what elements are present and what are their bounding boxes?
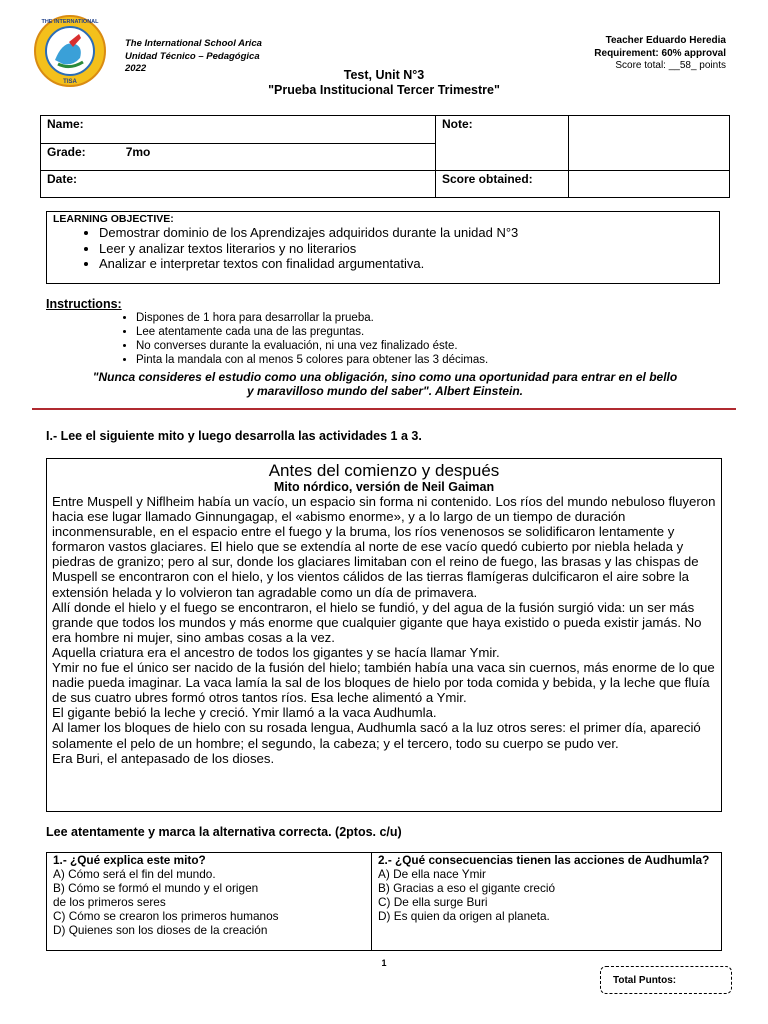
grade-value: 7mo — [125, 145, 151, 159]
grade-label: Grade: — [47, 145, 86, 159]
test-title — [0, 68, 768, 97]
instruction-item: • Pinta la mandala con al menos 5 colores para obtener las 3 décimas. — [136, 353, 488, 367]
question-1-cell — [47, 853, 372, 951]
note-field[interactable] — [436, 116, 569, 171]
objective-item: • Leer y analizar textos literarios y no literarios — [99, 241, 719, 257]
title-line-2: "Prueba Institucional Tercer Trimestre" — [268, 82, 500, 97]
story-paragraph: Al lamer los bloques de hielo con su rosada lengua, Audhumla sacó a la luz otros seres: el primer día, apareció solamente el pelo de un hombre; el segundo, la cabeza; y el tercero, todo su cuerpo se pudo ver. — [52, 720, 701, 751]
requirement: Requirement: 60% approval — [594, 47, 726, 59]
question-2-cell — [372, 853, 722, 951]
instructions-list — [46, 311, 488, 367]
teacher-name: Teacher Eduardo Heredia — [605, 35, 726, 46]
quote-line-1: "Nunca consideres el estudio como una obligación, sino como una oportunidad para entrar en el bello — [92, 370, 678, 384]
story-title: Antes del comienzo y después — [268, 461, 500, 480]
story-paragraph: Ymir no fue el único ser nacido de la fusión del hielo; también había una vaca sin cuernos, más enorme de lo que nadie pueda imaginar. La vaca lamía la sal de los bloques de hielo por toda comida y bebida, y la leche que fluía de sus cuatro ubres formó otros tantos ríos. Esa leche alimentó a Ymir. — [52, 660, 715, 706]
instructions-heading: Instructions: — [46, 297, 122, 311]
note-value[interactable] — [569, 116, 730, 171]
school-unit: Unidad Técnico – Pedagógica — [125, 50, 260, 62]
title-line-1: Test, Unit N°3 — [343, 68, 425, 82]
grade-field — [41, 144, 436, 171]
note-label: Note: — [442, 117, 473, 131]
option-1a[interactable]: A) Cómo será el fin del mundo. — [53, 867, 216, 881]
student-info-table — [40, 115, 730, 198]
story-paragraph: Allí donde el hielo y el fuego se encontraron, el hielo se fundió, y del agua de la fusión surgió vida: un ser más grande que todos los mundos y más enorme que cualquier gigante que haya existido o pueda existir jamás. No era hombre ni mujer, sino ambas cosas a la vez. — [52, 599, 702, 645]
option-1d[interactable]: D) Quienes son los dioses de la creación — [53, 923, 268, 937]
option-2b[interactable]: B) Gracias a eso el gigante creció — [378, 881, 556, 895]
story-box — [46, 458, 722, 812]
story-paragraph: Entre Muspell y Niflheim había un vacío, un espacio sin forma ni contenido. Los ríos del mundo nebuloso fluyeron hacia ese lugar llamado Ginnungagap, el «abismo enorme», y a lo largo de un tiempo de duración inconmensurable, en el espacio entre el fuego y la bruma, los ríos venenosos se solidificaron lentamente y formaron vastos glaciares. El hielo que se extendía al norte de ese vacío quedó cubierto por niebla helada y piedras de granizo; pero al sur, donde los glaciares limitaban con el reino de fuego, las brasas y las chispas de Muspell se encontraron con el hielo, y los vientos cálidos de las tierras flamígeras dulcificaron el aire sobre la extensión helada y lo volvieron tan agradable como un día de primavera. — [52, 494, 716, 600]
total-points-label: Total Puntos: — [613, 975, 677, 986]
question-1: 1.- ¿Qué explica este mito? — [53, 853, 206, 867]
score-obtained-field — [436, 171, 569, 198]
section-1-heading: I.- Lee el siguiente mito y luego desarrolla las actividades 1 a 3. — [46, 429, 422, 443]
school-year: 2022 — [125, 63, 147, 74]
instruction-item: • Dispones de 1 hora para desarrollar la prueba. — [136, 311, 488, 325]
school-name: The International School Arica — [125, 38, 262, 49]
name-label: Name: — [47, 117, 84, 131]
score-obtained-value[interactable] — [569, 171, 730, 198]
questions-table — [46, 852, 722, 951]
instructions — [46, 297, 488, 367]
section-2-heading: Lee atentamente y marca la alternativa correcta. (2ptos. c/u) — [46, 825, 402, 839]
quote-line-2: y maravilloso mundo del saber". Albert Einstein. — [247, 384, 523, 398]
question-2: 2.- ¿Qué consecuencias tienen las acciones de Audhumla? — [378, 853, 710, 867]
einstein-quote — [40, 370, 730, 398]
teacher-info — [566, 35, 726, 73]
story-paragraph: El gigante bebió la leche y creció. Ymir llamó a la vaca Audhumla. — [52, 705, 437, 721]
divider — [32, 408, 736, 410]
name-field[interactable] — [41, 116, 436, 144]
objective-item: • Demostrar dominio de los Aprendizajes adquiridos durante la unidad N°3 — [99, 225, 719, 241]
objective-item: • Analizar e interpretar textos con finalidad argumentativa. — [99, 256, 719, 272]
story-subtitle: Mito nórdico, versión de Neil Gaiman — [273, 480, 495, 494]
svg-text:TISA: TISA — [63, 79, 77, 85]
learning-objective-box — [46, 211, 720, 284]
option-1c[interactable]: C) Cómo se crearon los primeros humanos — [53, 909, 279, 923]
page-number: 1 — [381, 958, 387, 968]
total-points-box[interactable] — [600, 966, 732, 994]
option-2d[interactable]: D) Es quien da origen al planeta. — [378, 909, 550, 923]
svg-text:THE INTERNATIONAL: THE INTERNATIONAL — [41, 19, 99, 25]
instruction-item: • No converses durante la evaluación, ni una vez finalizado éste. — [136, 339, 488, 353]
objective-list — [47, 225, 719, 272]
option-1b[interactable]: B) Cómo se formó el mundo y el origen — [53, 881, 259, 895]
story-paragraph: Era Buri, el antepasado de los dioses. — [52, 750, 275, 766]
instruction-item: • Lee atentamente cada una de las preguntas. — [136, 325, 488, 339]
date-label: Date: — [47, 172, 78, 186]
learning-objective-heading: LEARNING OBJECTIVE: — [53, 213, 174, 225]
date-field[interactable] — [41, 171, 436, 198]
option-2a[interactable]: A) De ella nace Ymir — [378, 867, 486, 881]
option-1b-cont: de los primeros seres — [53, 895, 166, 909]
score-obtained-label: Score obtained: — [442, 172, 533, 186]
story-paragraph: Aquella criatura era el ancestro de todos los gigantes y se hacía llamar Ymir. — [52, 644, 500, 660]
score-total: Score total: __58_ points — [615, 60, 726, 71]
option-2c[interactable]: C) De ella surge Buri — [378, 895, 488, 909]
